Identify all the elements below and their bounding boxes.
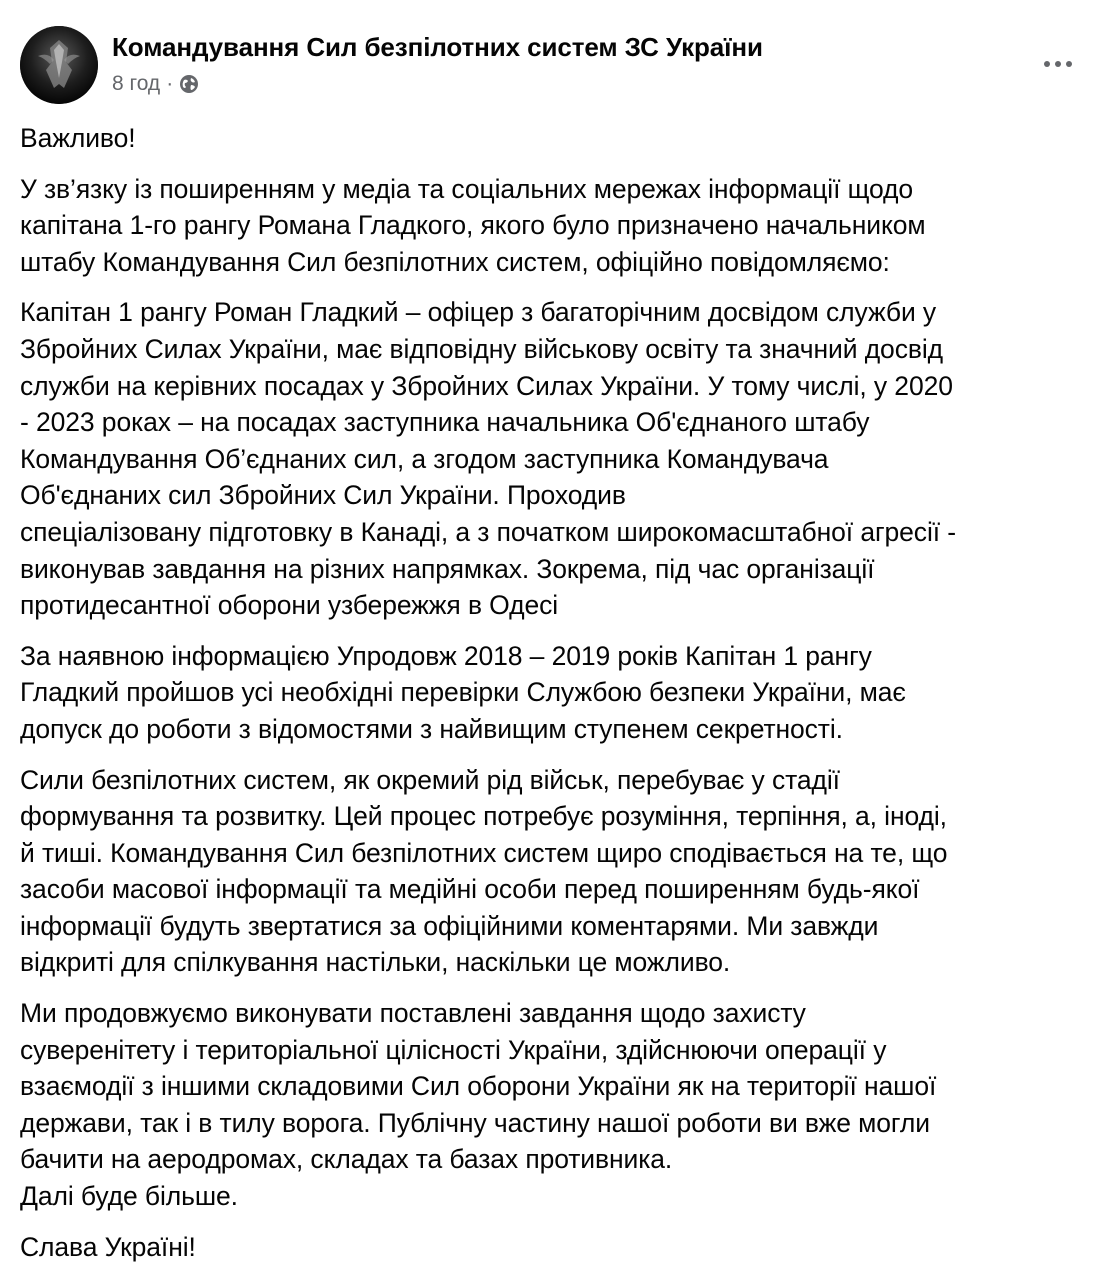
post-text-line: Сили безпілотних систем, як окремий рід військ, перебуває у стадії — [20, 764, 840, 795]
post-text-line: Капітан 1 рангу Роман Гладкий – офіцер з багаторічним досвідом служби у — [20, 297, 937, 328]
post-text-line: За наявною інформацією Упродовж 2018 – 2019 років Капітан 1 рангу — [20, 640, 872, 671]
post-paragraph — [20, 120, 1090, 157]
post-paragraph — [20, 995, 1090, 1215]
more-dot — [1066, 61, 1072, 67]
post-text-line: Гладкий пройшов усі необхідні перевірки Службою безпеки України, має — [20, 677, 906, 708]
post-text-line: суверенітету і територіальної цілісності України, здійснюючи операції у — [20, 1034, 887, 1065]
post-text-line: держави, так і в тилу ворога. Публічну частину нашої роботи ви вже могли — [20, 1107, 930, 1138]
post-text-line: штабу Командування Сил безпілотних систем, офіційно повідомляємо: — [20, 246, 890, 277]
globe-icon[interactable] — [179, 74, 199, 94]
post-meta — [112, 72, 199, 96]
post-text-line: Далі буде більше. — [20, 1181, 238, 1212]
post-text-line: Командування Об’єднаних сил, а згодом заступника Командувача — [20, 443, 829, 474]
post-text-line: засоби масової інформації та медійні особи перед поширенням будь-якої — [20, 874, 920, 905]
post-text-line: - 2023 роках – на посадах заступника начальника Об'єднаного штабу — [20, 407, 870, 438]
post-paragraph — [20, 171, 1090, 281]
post-text-line: Ми продовжуємо виконувати поставлені завдання щодо захисту — [20, 998, 806, 1029]
post-text-line: й тиші. Командування Сил безпілотних систем щиро сподівається на те, що — [20, 837, 948, 868]
post-paragraph — [20, 294, 1090, 623]
post-text-line: Збройних Силах України, має відповідну військову освіту та значний досвід — [20, 333, 943, 364]
author-name[interactable]: Командування Сил безпілотних систем ЗС України — [112, 32, 763, 62]
post-text-line: Слава Україні! — [20, 1231, 196, 1262]
more-options-button[interactable] — [1036, 54, 1080, 74]
post-header — [20, 26, 1084, 106]
more-dot — [1055, 61, 1061, 67]
post-text-line: Важливо! — [20, 123, 136, 153]
post-paragraph — [20, 638, 1090, 748]
post-text-line: спеціалізовану підготовку в Канаді, а з початком широкомасштабної агресії - — [20, 516, 956, 547]
post-text-line: протидесантної оборони узбережжя в Одесі — [20, 590, 559, 621]
post-text-line: служби на керівних посадах у Збройних Силах України. У тому числі, у 2020 — [20, 370, 953, 401]
post-paragraph — [20, 762, 1090, 982]
post-time[interactable]: 8 год — [112, 72, 161, 95]
post-text-line: Об'єднаних сил Збройних Сил України. Проходив — [20, 480, 626, 511]
post-text-line: бачити на аеродромах, складах та базах противника. — [20, 1144, 673, 1175]
post-text-line: допуск до роботи з відомостями з найвищим ступенем секретності. — [20, 713, 843, 744]
post-text-line: капітана 1-го рангу Романа Гладкого, якого було призначено начальником — [20, 210, 926, 241]
post-text-line: У зв’язку із поширенням у медіа та соціальних мережах інформації щодо — [20, 173, 914, 204]
post-text-line: виконував завдання на різних напрямках. Зокрема, під час організації — [20, 553, 875, 584]
more-options-icon — [1044, 61, 1050, 67]
avatar[interactable] — [20, 26, 98, 104]
unit-emblem-icon — [20, 26, 98, 104]
post-paragraph — [20, 1229, 1090, 1266]
post-text-line: взаємодії з іншими складовими Сил оборони України як на території нашої — [20, 1071, 937, 1102]
post-text-line: відкриті для спілкування настільки, наскільки це можливо. — [20, 947, 731, 978]
post-body — [20, 120, 1090, 1265]
post-text-line: інформації будуть звертатися за офіційними коментарями. Ми завжди — [20, 910, 879, 941]
meta-separator: · — [166, 72, 174, 95]
post-text-line: формування та розвитку. Цей процес потребує розуміння, терпіння, а, іноді, — [20, 801, 947, 832]
